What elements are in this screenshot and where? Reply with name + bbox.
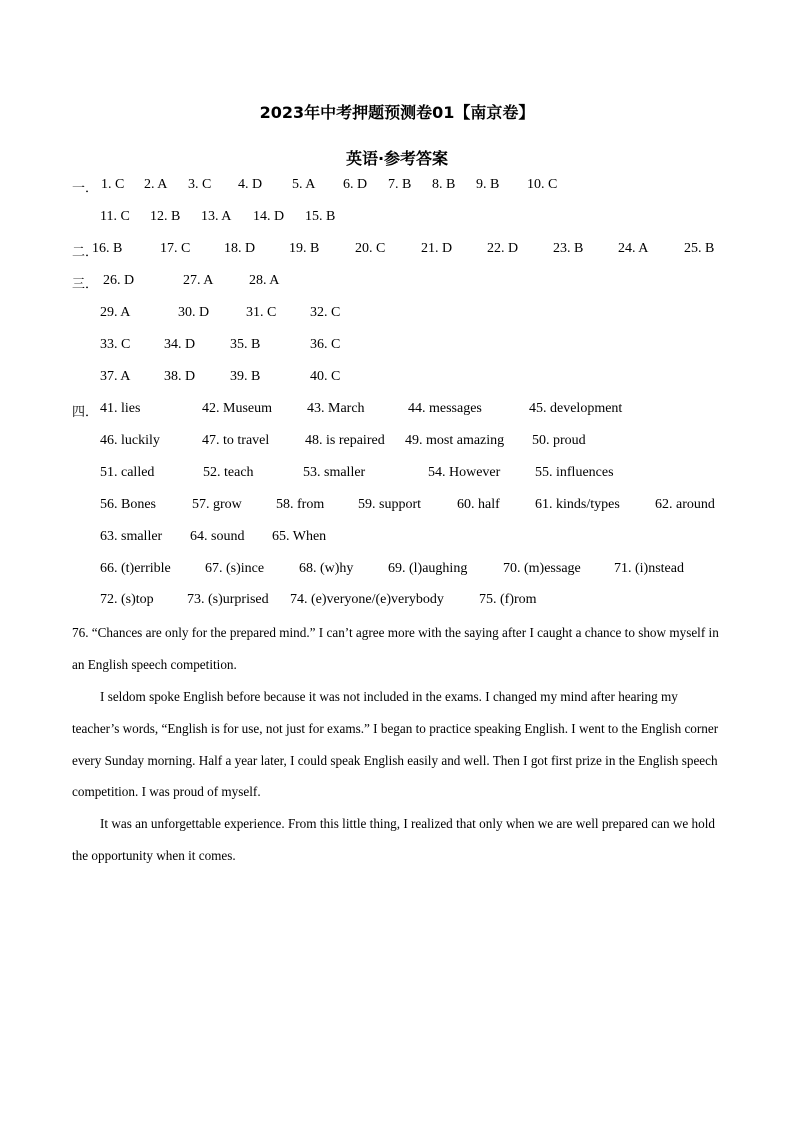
- answer-item: 14. D: [253, 209, 285, 224]
- section-label: 四．: [72, 405, 99, 420]
- answer-item: 33. C: [100, 337, 131, 352]
- answer-item: 27. A: [183, 273, 214, 288]
- answer-item: 34. D: [164, 337, 196, 352]
- answer-item: 9. B: [476, 177, 500, 192]
- answer-item: 64. sound: [190, 529, 245, 544]
- answer-item: 25. B: [684, 241, 715, 256]
- answer-item: 44. messages: [408, 401, 482, 416]
- answer-item: 55. influences: [535, 465, 614, 480]
- answer-item: 46. luckily: [100, 433, 160, 448]
- essay-text: It was an unforgettable experience. From this little thing, I realized that only when we are well prepared can we hold the opportunity when it comes.: [72, 816, 715, 863]
- essay-text: 76. “Chances are only for the prepared mind.” I can’t agree more with the saying after I caught a chance to show myself in an English speech competition.: [72, 625, 719, 672]
- answer-item: 18. D: [224, 241, 256, 256]
- answer-item: 39. B: [230, 369, 261, 384]
- answer-item: 40. C: [310, 369, 341, 384]
- answer-item: 62. around: [655, 497, 715, 512]
- answer-item: 48. is repaired: [305, 433, 385, 448]
- answer-item: 47. to travel: [202, 433, 270, 448]
- answer-item: 15. B: [305, 209, 336, 224]
- answer-item: 1. C: [101, 177, 125, 192]
- section-label: 三．: [72, 277, 99, 292]
- answer-item: 28. A: [249, 273, 280, 288]
- answer-item: 23. B: [553, 241, 584, 256]
- page-subtitle: 英语·参考答案: [345, 149, 449, 168]
- essay-text: I seldom spoke English before because it was not included in the exams. I changed my mind after hearing my teacher’s words, “English is for use, not just for exams.” I began to practice speaking English. I went to the English corner every Sunday morning. Half a year later, I could speak English easily and well. Then I got first prize in the English speech competition. I was proud of myself.: [72, 689, 719, 800]
- answer-item: 68. (w)hy: [299, 561, 354, 576]
- answer-item: 11. C: [100, 209, 130, 224]
- answer-item: 75. (f)rom: [479, 592, 537, 607]
- answer-item: 5. A: [292, 177, 316, 192]
- answer-item: 20. C: [355, 241, 386, 256]
- answer-item: 16. B: [92, 241, 123, 256]
- answer-item: 31. C: [246, 305, 277, 320]
- essay-paragraph-1: [72, 617, 722, 681]
- essay-paragraph-2: [72, 681, 722, 808]
- essay-paragraph-3: [72, 808, 722, 872]
- answer-item: 67. (s)ince: [205, 561, 265, 576]
- answer-item: 57. grow: [192, 497, 242, 512]
- answer-item: 19. B: [289, 241, 320, 256]
- answer-item: 53. smaller: [303, 465, 366, 480]
- answer-item: 61. kinds/types: [535, 497, 620, 512]
- answer-item: 24. A: [618, 241, 649, 256]
- answer-item: 73. (s)urprised: [187, 592, 269, 607]
- answer-item: 35. B: [230, 337, 261, 352]
- answer-item: 66. (t)errible: [100, 561, 171, 576]
- answer-item: 72. (s)top: [100, 592, 154, 607]
- answer-item: 30. D: [178, 305, 210, 320]
- answer-item: 65. When: [272, 529, 327, 544]
- answer-item: 3. C: [188, 177, 212, 192]
- answer-item: 6. D: [343, 177, 368, 192]
- answer-item: 32. C: [310, 305, 341, 320]
- answer-item: 54. However: [428, 465, 501, 480]
- section-label: 二．: [72, 245, 99, 260]
- section-label: 一．: [72, 181, 99, 196]
- answer-item: 37. A: [100, 369, 131, 384]
- answer-item: 7. B: [388, 177, 412, 192]
- answer-item: 60. half: [457, 497, 500, 512]
- answer-item: 59. support: [358, 497, 421, 512]
- answer-item: 71. (i)nstead: [614, 561, 684, 576]
- answer-item: 74. (e)veryone/(e)verybody: [290, 592, 444, 607]
- answer-item: 26. D: [103, 273, 135, 288]
- answer-item: 2. A: [144, 177, 168, 192]
- answer-item: 21. D: [421, 241, 453, 256]
- answer-item: 13. A: [201, 209, 232, 224]
- answer-item: 36. C: [310, 337, 341, 352]
- answer-item: 42. Museum: [202, 401, 272, 416]
- answer-item: 51. called: [100, 465, 155, 480]
- answer-item: 49. most amazing: [405, 433, 505, 448]
- answer-item: 56. Bones: [100, 497, 156, 512]
- page-title: 2023年中考押题预测卷01【南京卷】: [259, 103, 535, 122]
- answer-item: 63. smaller: [100, 529, 163, 544]
- answer-item: 29. A: [100, 305, 131, 320]
- answer-item: 10. C: [527, 177, 558, 192]
- answer-item: 22. D: [487, 241, 519, 256]
- answer-item: 38. D: [164, 369, 196, 384]
- answer-item: 17. C: [160, 241, 191, 256]
- answer-item: 58. from: [276, 497, 325, 512]
- answer-item: 8. B: [432, 177, 456, 192]
- answer-item: 69. (l)aughing: [388, 561, 468, 576]
- answer-item: 52. teach: [203, 465, 254, 480]
- answer-item: 41. lies: [100, 401, 141, 416]
- answer-item: 43. March: [307, 401, 365, 416]
- answer-item: 70. (m)essage: [503, 561, 581, 576]
- answer-item: 45. development: [529, 401, 623, 416]
- answer-item: 4. D: [238, 177, 263, 192]
- answer-item: 12. B: [150, 209, 181, 224]
- answer-item: 50. proud: [532, 433, 586, 448]
